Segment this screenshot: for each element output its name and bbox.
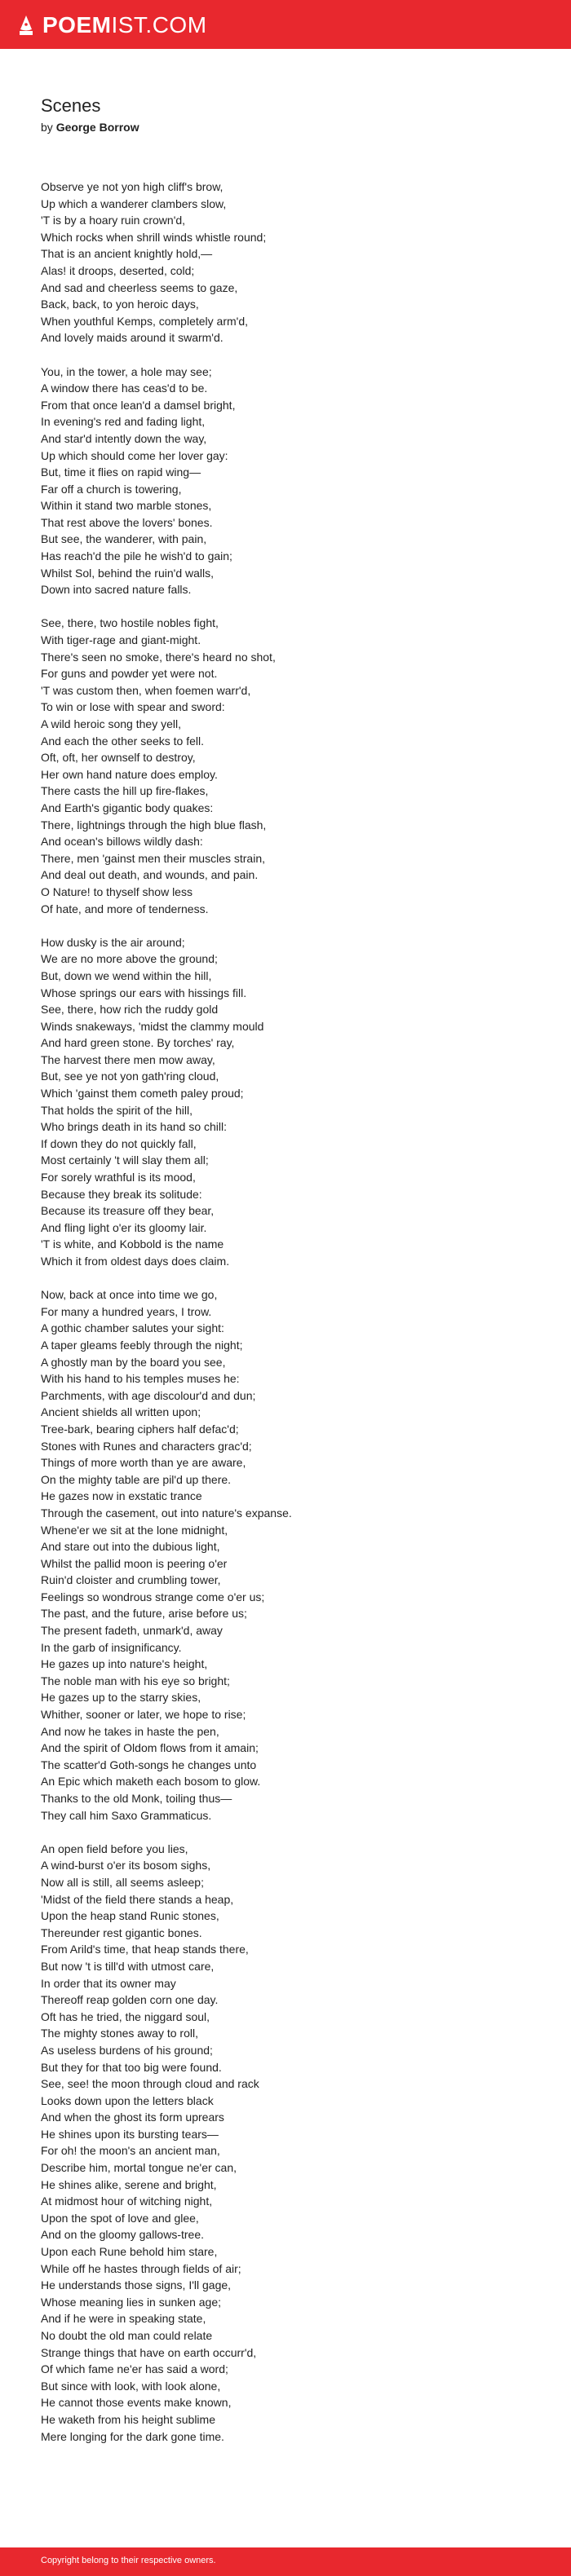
poem-line: If down they do not quickly fall, [41,1136,197,1150]
poem-line: With tiger-rage and giant-might. [41,633,201,647]
poem-line: Upon each Rune behold him stare, [41,2245,218,2259]
poem-line: And when the ghost its form uprears [41,2111,224,2124]
logo-text-bold: POEM [42,12,112,37]
poem-line: They call him Saxo Grammaticus. [41,1808,212,1822]
poem-line: Mere longing for the dark gone time. [41,2429,224,2443]
poem-line: Alas! it droops, deserted, cold; [41,263,195,277]
poem-line: And Earth's gigantic body quakes: [41,801,214,814]
poem-line: But, time it flies on rapid wing— [41,465,201,479]
poem-line: In evening's red and fading light, [41,415,206,429]
poem-line: But now 't is till'd with utmost care, [41,1959,215,1973]
quill-pen-icon [18,15,34,36]
poem-line: That rest above the lovers' bones. [41,515,213,529]
poem-line: The noble man with his eye so bright; [41,1674,230,1687]
poem-line: There casts the hill up fire-flakes, [41,784,209,798]
poem-line: In the garb of insignificancy. [41,1640,182,1654]
poem-line: A wild heroic song they yell, [41,717,181,730]
poem-line: He shines alike, serene and bright, [41,2177,217,2191]
poem-line: Describe him, mortal tongue ne'er can, [41,2161,237,2175]
poem-line: A ghostly man by the board you see, [41,1355,226,1369]
poem-line: But since with look, with look alone, [41,2379,221,2393]
poem-line: Things of more worth than ye are aware, [41,1456,246,1470]
poem-line: He gazes now in exstatic trance [41,1489,202,1503]
poem-line: Looks down upon the letters black [41,2093,214,2107]
poem-line: For oh! the moon's an ancient man, [41,2144,220,2158]
poem-line: For many a hundred years, I trow. [41,1304,212,1318]
poem-line: To win or lose with spear and sword: [41,700,225,714]
poem-line: Of which fame ne'er has said a word; [41,2362,228,2376]
poem-line: How dusky is the air around; [41,935,185,949]
poem-line: Now, back at once into time we go, [41,1288,218,1302]
poem-line: Feelings so wondrous strange come o'er us; [41,1590,265,1603]
poem-line: And if he were in speaking state, [41,2312,206,2326]
poem-line: The scatter'd Goth-songs he changes unto [41,1758,257,1771]
poem-line: 'T is white, and Kobbold is the name [41,1237,224,1251]
poem-line: From that once lean'd a damsel bright, [41,398,236,412]
site-header [0,0,571,49]
poem-line: He gazes up to the starry skies, [41,1691,201,1705]
poem-line: From Arild's time, that heap stands there, [41,1943,249,1956]
poem-line: Thereunder rest gigantic bones. [41,1925,202,1939]
poem-line: Because its treasure off they bear, [41,1204,215,1218]
poem-line: Upon the heap stand Runic stones, [41,1909,219,1923]
poem-line: The present fadeth, unmark'd, away [41,1624,223,1638]
by-label: by [41,121,53,134]
poem-line: The harvest there men mow away, [41,1052,215,1066]
poem-line: He shines upon its bursting tears— [41,2127,219,2141]
poem-line: Her own hand nature does employ. [41,767,218,781]
poem-line: Within it stand two marble stones, [41,499,212,513]
poem-line: Upon the spot of love and glee, [41,2211,199,2225]
poem-line: Because they break its solitude: [41,1187,202,1201]
poem-line: But they for that too big were found. [41,2060,222,2074]
poem-line: But, see ye not yon gath'ring cloud, [41,1070,219,1083]
poem-line: Ancient shields all written upon; [41,1405,201,1419]
poem-line: Whither, sooner or later, we hope to rise; [41,1708,246,1722]
copyright-text: Copyright belong to their respective owners. [41,2556,216,2565]
poem-line: No doubt the old man could relate [41,2329,213,2342]
poem-line: Down into sacred nature falls. [41,583,192,597]
poem-line: Winds snakeways, 'midst the clammy mould [41,1019,264,1033]
poem-line: Through the casement, out into nature's expanse. [41,1506,292,1520]
poem-stanza [41,1286,547,1824]
poem-line: That is an ancient knightly hold,— [41,247,213,261]
poem-line: 'T is by a hoary ruin crown'd, [41,214,186,227]
site-logo[interactable] [18,14,207,37]
poem-line: And now he takes in haste the pen, [41,1724,219,1738]
poem-line: Far off a church is towering, [41,482,182,496]
poem-line: O Nature! to thyself show less [41,884,193,898]
poem-byline [41,121,139,134]
poem-line: Oft has he tried, the niggard soul, [41,2009,210,2023]
poem-line: Back, back, to yon heroic days, [41,298,199,311]
poem-title: Scenes [41,95,101,116]
poem-line: He understands those signs, I'll gage, [41,2278,232,2292]
site-footer [0,2547,571,2576]
poem-line: A taper gleams feebly through the night; [41,1338,243,1352]
author-link[interactable]: George Borrow [55,121,139,134]
poem-line: When youthful Kemps, completely arm'd, [41,314,249,328]
poem-line: And lovely maids around it swarm'd. [41,331,224,345]
poem-line: Now all is still, all seems asleep; [41,1875,204,1889]
poem-line: Whose meaning lies in sunken age; [41,2295,222,2309]
poem-line: An Epic which maketh each bosom to glow. [41,1775,261,1789]
poem-line: Thereoff reap golden corn one day. [41,1993,219,2007]
poem-line: Who brings death in its hand so chill: [41,1120,228,1134]
poem-stanza [41,615,547,917]
poem-line: Whene'er we sit at the lone midnight, [41,1523,228,1537]
poem-line: Has reach'd the pile he wish'd to gain; [41,549,232,563]
poem-line: Stones with Runes and characters grac'd; [41,1439,252,1453]
logo-text-light: IST.COM [111,12,207,37]
poem-line: And the spirit of Oldom flows from it amain; [41,1741,259,1755]
poem-line: That holds the spirit of the hill, [41,1103,193,1117]
poem-line: But, down we wend within the hill, [41,968,212,982]
poem-line: Up which should come her lover gay: [41,448,228,462]
poem-line: There, lightnings through the high blue flash, [41,818,267,831]
poem-line: We are no more above the ground; [41,952,218,966]
poem-line: Parchments, with age discolour'd and dun; [41,1388,256,1402]
poem-line: Ruin'd cloister and crumbling tower, [41,1573,221,1587]
poem-line: Whose springs our ears with hissings fill. [41,986,247,999]
poem-line: In order that its owner may [41,1976,176,1990]
poem-line: And ocean's billows wildly dash: [41,835,203,849]
poem-line: But see, the wanderer, with pain, [41,532,207,546]
poem-line: For sorely wrathful is its mood, [41,1171,196,1184]
poem-stanza [41,934,547,1270]
poem-line: You, in the tower, a hole may see; [41,364,212,378]
poem-line: 'Midst of the field there stands a heap, [41,1892,234,1906]
poem-line: A window there has ceas'd to be. [41,382,208,395]
poem-line: Up which a wanderer clambers slow, [41,196,227,210]
poem-line: For guns and powder yet were not. [41,667,218,681]
poem-line: The past, and the future, arise before us; [41,1607,247,1621]
poem-line: He waketh from his height sublime [41,2412,215,2426]
poem-line: And fling light o'er its gloomy lair. [41,1220,207,1234]
poem-line: Which it from oldest days does claim. [41,1255,230,1268]
poem-body [41,179,547,2462]
poem-line: The mighty stones away to roll, [41,2027,198,2040]
poem-line: There's seen no smoke, there's heard no shot, [41,650,276,664]
poem-stanza [41,179,547,346]
logo-text [42,14,207,37]
poem-line: There, men 'gainst men their muscles strain, [41,851,266,865]
poem-line: He cannot those events make known, [41,2396,232,2410]
poem-line: At midmost hour of witching night, [41,2194,213,2208]
poem-line: And sad and cheerless seems to gaze, [41,280,238,294]
poem-line: He gazes up into nature's height, [41,1657,208,1671]
poem-line: Tree-bark, bearing ciphers half defac'd; [41,1422,239,1436]
poem-stanza [41,1841,547,2445]
poem-line: 'T was custom then, when foemen warr'd, [41,683,251,697]
poem-line: See, see! the moon through cloud and rack [41,2077,259,2091]
poem-line: An open field before you lies, [41,1842,188,1855]
poem-line: Whilst the pallid moon is peering o'er [41,1556,228,1570]
poem-line: And star'd intently down the way, [41,431,207,445]
poem-line: And stare out into the dubious light, [41,1540,220,1554]
poem-line: And hard green stone. By torches' ray, [41,1036,235,1050]
poem-line: On the mighty table are pil'd up there. [41,1472,232,1486]
poem-line: While off he hastes through fields of air; [41,2261,241,2275]
poem-stanza [41,364,547,598]
poem-line: Whilst Sol, behind the ruin'd walls, [41,566,214,580]
poem-line: And each the other seeks to fell. [41,734,205,748]
poem-line: Strange things that have on earth occurr'd, [41,2345,257,2359]
poem-line: A wind-burst o'er its bosom sighs, [41,1859,211,1872]
poem-line: A gothic chamber salutes your sight: [41,1321,224,1335]
poem-line: And deal out death, and wounds, and pain. [41,868,259,882]
poem-line: Which 'gainst them cometh paley proud; [41,1087,244,1101]
poem-line: See, there, how rich the ruddy gold [41,1003,219,1017]
poem-line: Of hate, and more of tenderness. [41,902,209,915]
poem-line: Oft, oft, her ownself to destroy, [41,751,196,765]
poem-line: And on the gloomy gallows-tree. [41,2228,204,2242]
poem-line: As useless burdens of his ground; [41,2043,213,2057]
poem-line: Which rocks when shrill winds whistle round; [41,230,267,244]
poem-line: Observe ye not yon high cliff's brow, [41,180,224,193]
poem-line: See, there, two hostile nobles fight, [41,616,219,630]
poem-line: Most certainly 't will slay them all; [41,1153,209,1167]
poem-line: With his hand to his temples muses he: [41,1372,240,1386]
poem-line: Thanks to the old Monk, toiling thus— [41,1792,232,1805]
